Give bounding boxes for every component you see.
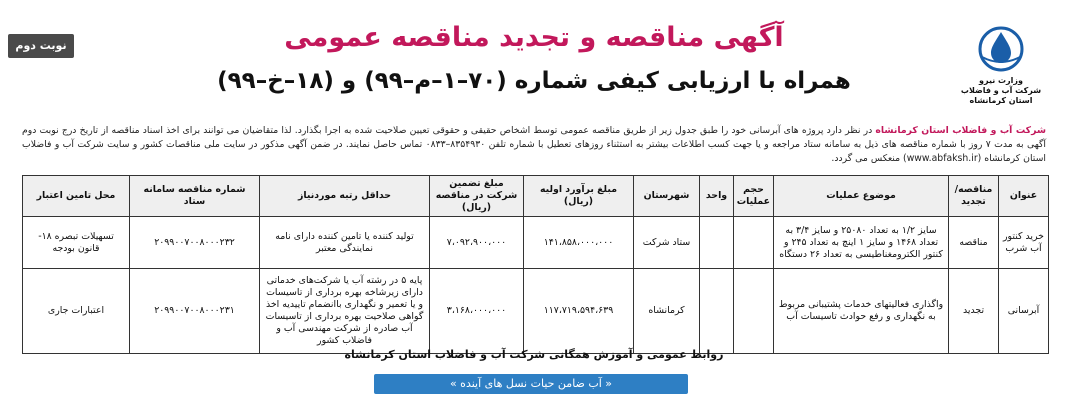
logo-line-province: استان کرمانشاه xyxy=(969,96,1033,105)
table-cell xyxy=(700,269,734,354)
table-header-cell: شماره مناقصه سامانه ستاد xyxy=(130,176,260,217)
water-drop-logo-icon xyxy=(969,26,1033,72)
second-round-badge: نوبت دوم xyxy=(8,34,74,58)
intro-text: در نظر دارد پروژه های آبرسانی خود را طبق جدول زیر از طریق مناقصه عمومی توسط اشخاص حقیقی و حقوقی تعیین صلاحیت شده به اجرا بگذارد. لذا متقاضیان می توانند برای اخذ اسناد مناقصه از تاریخ درج نوبت دوم آگهی به مدت ۷ روز با شماره مناقصه های ذیل به سامانه ستاد مراجعه و یا جهت کسب اطلاعات بیشتر به استثناء روزهای تعطیل با شماره تلفن ۸۳۵۴۹۳۰–۰۸۳۳ تماس حاصل نمایند. در ضمن آگهی مذکور در سایت ملی مناقصات کشور و سایت شرکت آب و فاضلاب استان کرمانشاه (www.abfaksh.ir) منعکس می گردد. xyxy=(22,125,1046,164)
organization-logo xyxy=(956,26,1046,111)
tender-table xyxy=(22,175,1049,354)
company-name: شرکت آب و فاضلاب استان کرمانشاه xyxy=(875,125,1046,136)
table-cell: ۷،۰۹۲،۹۰۰،۰۰۰ xyxy=(430,217,524,269)
footer-credit: روابط عمومی و آموزش همگانی شرکت آب و فاضلاب استان کرمانشاه xyxy=(344,348,724,361)
table-cell xyxy=(700,217,734,269)
table-cell: تولید کننده یا تامین کننده دارای نامه نمایندگی معتبر xyxy=(260,217,430,269)
table-cell: ۲۰۹۹۰۰۷۰۰۸۰۰۰۲۳۱ xyxy=(130,269,260,354)
table-header-cell: موضوع عملیات xyxy=(774,176,949,217)
table-cell: واگذاری فعالیتهای خدمات پشتیبانی مربوط به نگهداری و رفع حوادث تاسیسات آب xyxy=(774,269,949,354)
table-cell: ۳،۱۶۸،۰۰۰،۰۰۰ xyxy=(430,269,524,354)
table-cell: ۱۱۷،۷۱۹،۵۹۴،۶۳۹ xyxy=(524,269,634,354)
table-header-cell: محل تامین اعتبار xyxy=(23,176,130,217)
table-cell: سایز ۱/۲ به تعداد ۲۵۰۸۰ و سایز ۳/۴ به تعداد ۱۴۶۸ و سایز ۱ اینچ به تعداد ۲۴۵ و کنتور الکترومغناطیسی به تعداد ۲۶ دستگاه xyxy=(774,217,949,269)
table-cell: ۱۴۱،۸۵۸،۰۰۰،۰۰۰ xyxy=(524,217,634,269)
page-subtitle: همراه با ارزیابی کیفی شماره (۷۰–۱–م–۹۹) و (۱۸–خ–۹۹) xyxy=(217,68,851,94)
table-cell: پایه ۵ در رشته آب یا شرکت‌های خدماتی دارای زیرشاخه بهره برداری از تاسیسات و یا تعمیر و نگهداری باانضمام تاییدیه اخذ گواهی صلاحیت بهره برداری از تاسیسات آب صادره از شرکت مهندسی آب و فاضلاب کشور xyxy=(260,269,430,354)
table-cell: خرید کنتور آب شرب xyxy=(999,217,1049,269)
table-cell: تجدید xyxy=(949,269,999,354)
table-cell: کرمانشاه xyxy=(634,269,700,354)
table-row xyxy=(23,269,1049,354)
intro-paragraph xyxy=(22,124,1046,166)
table-cell xyxy=(734,269,774,354)
logo-line-ministry: وزارت نیرو xyxy=(979,76,1023,85)
logo-line-company: شرکت آب و فاضلاب xyxy=(960,86,1042,95)
table-header-cell: حداقل رتبه موردنیاز xyxy=(260,176,430,217)
table-cell xyxy=(734,217,774,269)
table-cell: آبرسانی xyxy=(999,269,1049,354)
table-header-cell: مبلغ برآورد اولیه (ریال) xyxy=(524,176,634,217)
table-header-cell: شهرستان xyxy=(634,176,700,217)
table-header-row xyxy=(23,176,1049,217)
slogan-banner: « آب ضامن حیات نسل های آینده » xyxy=(374,374,688,394)
table-header-cell: عنوان xyxy=(999,176,1049,217)
table-cell: مناقصه xyxy=(949,217,999,269)
table-header-cell: حجم عملیات xyxy=(734,176,774,217)
page-title: آگهی مناقصه و تجدید مناقصه عمومی xyxy=(284,22,784,53)
table-header-cell: مبلغ تضمین شرکت در مناقصه (ریال) xyxy=(430,176,524,217)
table-cell: تسهیلات تبصره ۱۸- قانون بودجه xyxy=(23,217,130,269)
table-row xyxy=(23,217,1049,269)
table-header-cell: مناقصه/ تجدید xyxy=(949,176,999,217)
table-cell: ستاد شرکت xyxy=(634,217,700,269)
table-header-cell: واحد xyxy=(700,176,734,217)
table-cell: اعتبارات جاری xyxy=(23,269,130,354)
table-cell: ۲۰۹۹۰۰۷۰۰۸۰۰۰۲۳۲ xyxy=(130,217,260,269)
